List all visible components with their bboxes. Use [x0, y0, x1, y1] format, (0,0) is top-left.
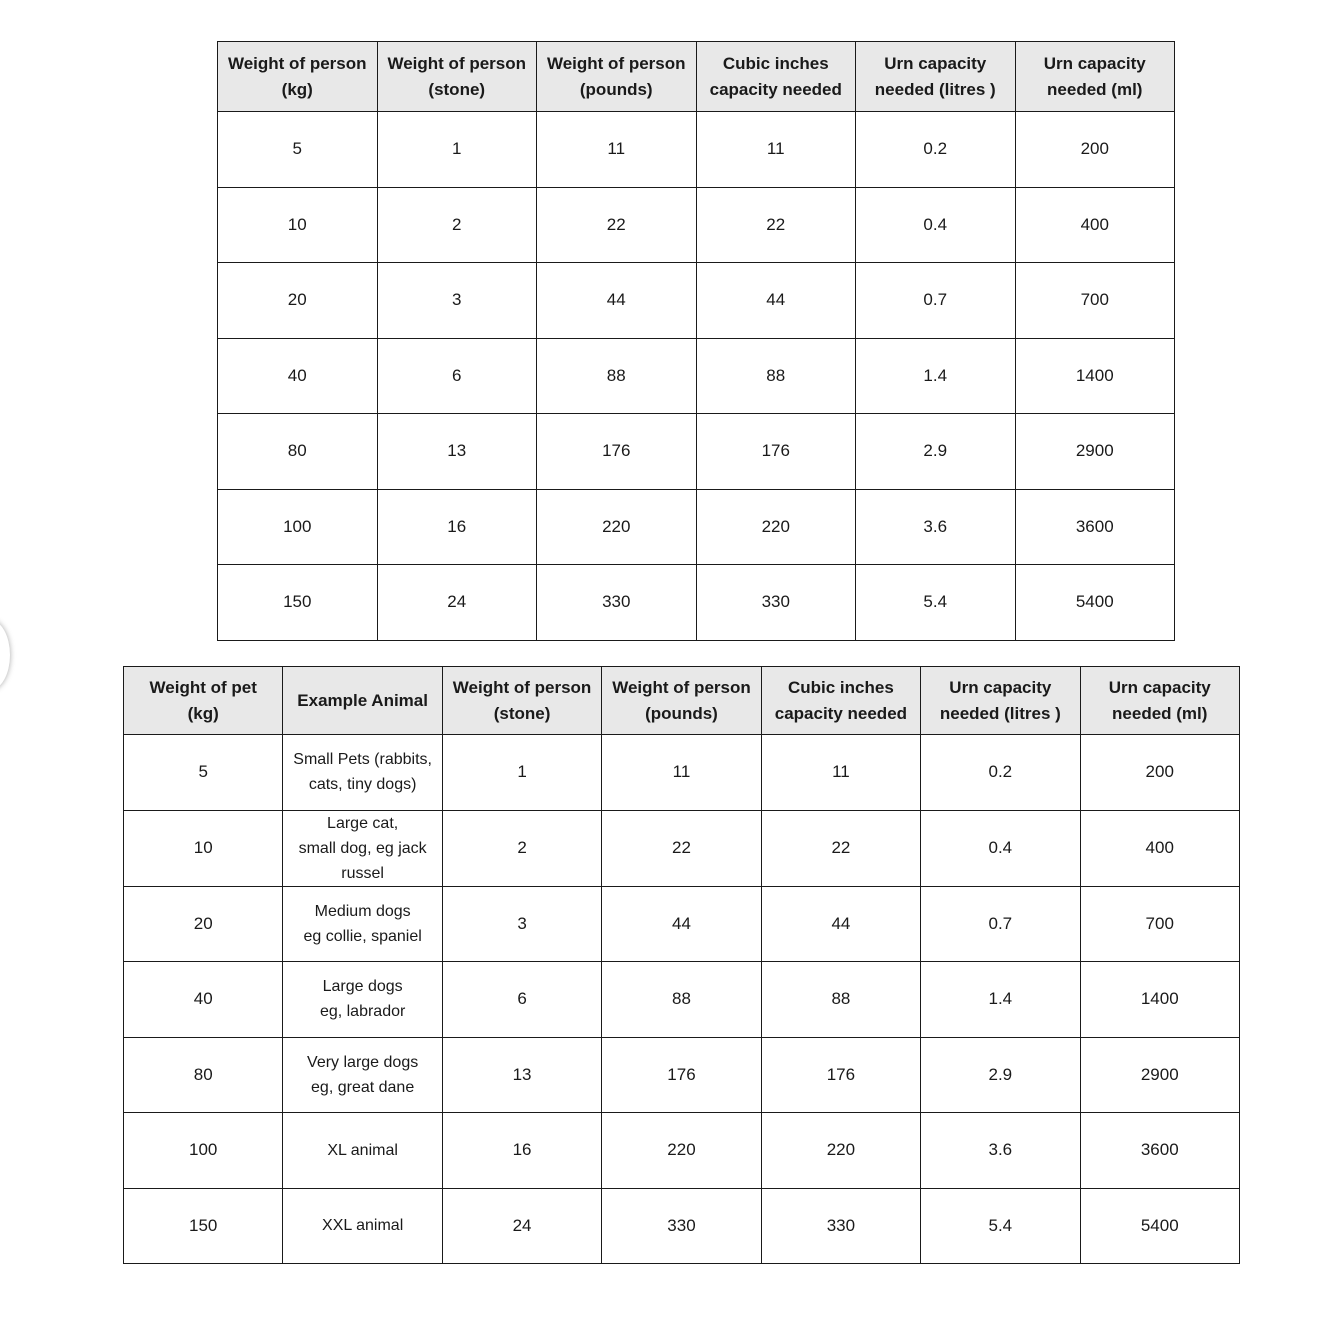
table-cell: 2900: [1015, 414, 1175, 490]
table-cell: 200: [1080, 735, 1239, 811]
column-header-line: (stone): [428, 79, 486, 99]
table-cell: 44: [696, 263, 856, 339]
table-row: [218, 263, 1175, 339]
table-cell: 2: [442, 810, 601, 886]
column-header-line: Urn capacity: [1108, 677, 1211, 697]
table-cell: 0.4: [856, 187, 1016, 263]
example-animal-line: Very large dogs: [307, 1053, 419, 1071]
column-header-line: Urn capacity: [949, 677, 1052, 697]
table-cell: 330: [761, 1188, 920, 1264]
example-animal-line: eg collie, spaniel: [303, 927, 422, 945]
person-urn-table: [217, 41, 1175, 641]
table-cell: 1: [442, 735, 601, 811]
column-header-line: (pounds): [645, 703, 718, 723]
table-cell: 5: [218, 112, 378, 188]
table-cell: 88: [696, 338, 856, 414]
column-header: [761, 667, 920, 735]
table-cell: 400: [1015, 187, 1175, 263]
column-header: [1015, 42, 1175, 112]
table-cell: 24: [377, 565, 537, 641]
table-cell: 88: [761, 962, 920, 1038]
table-header-row: [218, 42, 1175, 112]
table-row: [218, 187, 1175, 263]
table-cell: 700: [1015, 263, 1175, 339]
table-cell: 220: [696, 489, 856, 565]
table-cell: 3: [442, 886, 601, 962]
table-row: [124, 886, 1240, 962]
column-header-line: Weight of person: [387, 53, 526, 73]
example-animal-cell: [283, 810, 442, 886]
column-header-line: Urn capacity: [884, 53, 987, 73]
table-cell: 22: [602, 810, 761, 886]
table-cell: 13: [442, 1037, 601, 1113]
table-cell: 330: [602, 1188, 761, 1264]
table-cell: 11: [602, 735, 761, 811]
table-row: [218, 565, 1175, 641]
example-animal-line: Large dogs: [322, 978, 403, 996]
column-header-line: (kg): [281, 79, 313, 99]
table-cell: 16: [442, 1113, 601, 1189]
column-header-line: (kg): [187, 703, 219, 723]
table-header-row: [124, 667, 1240, 735]
table-row: [124, 962, 1240, 1038]
table-cell: 0.7: [856, 263, 1016, 339]
table-cell: 3600: [1080, 1113, 1239, 1189]
example-animal-cell: [283, 886, 442, 962]
table-cell: 24: [442, 1188, 601, 1264]
table-cell: 88: [537, 338, 697, 414]
column-header: [1080, 667, 1239, 735]
column-header: [442, 667, 601, 735]
table-cell: 1400: [1015, 338, 1175, 414]
table-cell: 3.6: [921, 1113, 1080, 1189]
table-cell: 1.4: [921, 962, 1080, 1038]
example-animal-line: russel: [341, 864, 384, 882]
table-cell: 5.4: [921, 1188, 1080, 1264]
table-cell: 2.9: [921, 1037, 1080, 1113]
table-cell: 22: [537, 187, 697, 263]
table-cell: 0.7: [921, 886, 1080, 962]
column-header-line: Example Animal: [297, 690, 428, 710]
column-header-line: Weight of person: [546, 53, 686, 73]
column-header-line: (pounds): [579, 79, 653, 99]
table-cell: 6: [377, 338, 537, 414]
table-cell: 80: [218, 414, 378, 490]
table-cell: 1400: [1080, 962, 1239, 1038]
table-cell: 88: [602, 962, 761, 1038]
column-header-line: Cubic inches: [787, 677, 894, 697]
table-cell: 3600: [1015, 489, 1175, 565]
table-cell: 40: [218, 338, 378, 414]
example-animal-line: cats, tiny dogs): [308, 776, 417, 794]
table-cell: 220: [537, 489, 697, 565]
example-animal-line: eg, great dane: [311, 1078, 415, 1096]
example-animal-cell: [283, 1113, 442, 1189]
table-cell: 5: [124, 735, 283, 811]
table-row: [218, 414, 1175, 490]
column-header-line: needed (ml): [1047, 79, 1143, 99]
column-header-line: capacity needed: [774, 703, 908, 723]
column-header: [856, 42, 1016, 112]
table-cell: 176: [537, 414, 697, 490]
table-cell: 700: [1080, 886, 1239, 962]
table-cell: 11: [696, 112, 856, 188]
column-header: [602, 667, 761, 735]
table-cell: 20: [124, 886, 283, 962]
table-cell: 11: [761, 735, 920, 811]
page-edge-handle: [0, 620, 10, 690]
column-header-line: needed (ml): [1112, 703, 1208, 723]
example-animal-line: small dog, eg jack: [298, 839, 427, 857]
table-cell: 11: [537, 112, 697, 188]
column-header: [537, 42, 697, 112]
table-cell: 6: [442, 962, 601, 1038]
table-cell: 0.2: [856, 112, 1016, 188]
column-header-line: Weight of person: [227, 53, 367, 73]
table-row: [218, 112, 1175, 188]
table-cell: 150: [124, 1188, 283, 1264]
table-cell: 3: [377, 263, 537, 339]
table-row: [124, 1113, 1240, 1189]
table-cell: 44: [602, 886, 761, 962]
table-cell: 22: [761, 810, 920, 886]
example-animal-cell: [283, 962, 442, 1038]
example-animal-line: Large cat,: [327, 814, 399, 832]
table-row: [124, 735, 1240, 811]
table-cell: 330: [537, 565, 697, 641]
table-cell: 3.6: [856, 489, 1016, 565]
table-cell: 0.2: [921, 735, 1080, 811]
table-cell: 220: [761, 1113, 920, 1189]
table-row: [218, 489, 1175, 565]
column-header: [218, 42, 378, 112]
column-header-line: Weight of person: [612, 677, 751, 697]
table-cell: 16: [377, 489, 537, 565]
table-cell: 20: [218, 263, 378, 339]
column-header-line: Weight of person: [452, 677, 592, 697]
table-cell: 1.4: [856, 338, 1016, 414]
column-header-line: Urn capacity: [1043, 53, 1146, 73]
table-cell: 330: [696, 565, 856, 641]
table-cell: 10: [218, 187, 378, 263]
table-cell: 400: [1080, 810, 1239, 886]
example-animal-cell: [283, 1037, 442, 1113]
column-header: [377, 42, 537, 112]
table-cell: 2900: [1080, 1037, 1239, 1113]
table-cell: 2: [377, 187, 537, 263]
table-cell: 40: [124, 962, 283, 1038]
pet-urn-table: [123, 666, 1240, 1264]
example-animal-line: Medium dogs: [314, 902, 411, 920]
column-header-line: (stone): [493, 703, 551, 723]
table-cell: 176: [696, 414, 856, 490]
column-header-line: needed (litres ): [874, 79, 996, 99]
table-cell: 200: [1015, 112, 1175, 188]
example-animal-line: XL animal: [327, 1141, 398, 1159]
table-cell: 176: [602, 1037, 761, 1113]
column-header: [696, 42, 856, 112]
example-animal-cell: [283, 735, 442, 811]
example-animal-line: Small Pets (rabbits,: [293, 751, 432, 769]
table-cell: 10: [124, 810, 283, 886]
table-row: [124, 1037, 1240, 1113]
table-cell: 220: [602, 1113, 761, 1189]
example-animal-line: XXL animal: [322, 1217, 404, 1235]
table-cell: 22: [696, 187, 856, 263]
column-header: [283, 667, 442, 735]
table-cell: 100: [124, 1113, 283, 1189]
table-row: [218, 338, 1175, 414]
example-animal-cell: [283, 1188, 442, 1264]
column-header: [124, 667, 283, 735]
table-cell: 80: [124, 1037, 283, 1113]
table-cell: 100: [218, 489, 378, 565]
table-row: [124, 1188, 1240, 1264]
table-cell: 44: [761, 886, 920, 962]
table-cell: 176: [761, 1037, 920, 1113]
column-header-line: Weight of pet: [149, 677, 257, 697]
column-header-line: needed (litres ): [939, 703, 1061, 723]
table-row: [124, 810, 1240, 886]
table-cell: 150: [218, 565, 378, 641]
table-cell: 5400: [1015, 565, 1175, 641]
table-cell: 0.4: [921, 810, 1080, 886]
table-cell: 13: [377, 414, 537, 490]
column-header-line: capacity needed: [709, 79, 842, 99]
table-cell: 5.4: [856, 565, 1016, 641]
column-header: [921, 667, 1080, 735]
table-cell: 44: [537, 263, 697, 339]
example-animal-line: eg, labrador: [319, 1003, 406, 1021]
table-cell: 5400: [1080, 1188, 1239, 1264]
table-cell: 1: [377, 112, 537, 188]
table-cell: 2.9: [856, 414, 1016, 490]
column-header-line: Cubic inches: [722, 53, 829, 73]
